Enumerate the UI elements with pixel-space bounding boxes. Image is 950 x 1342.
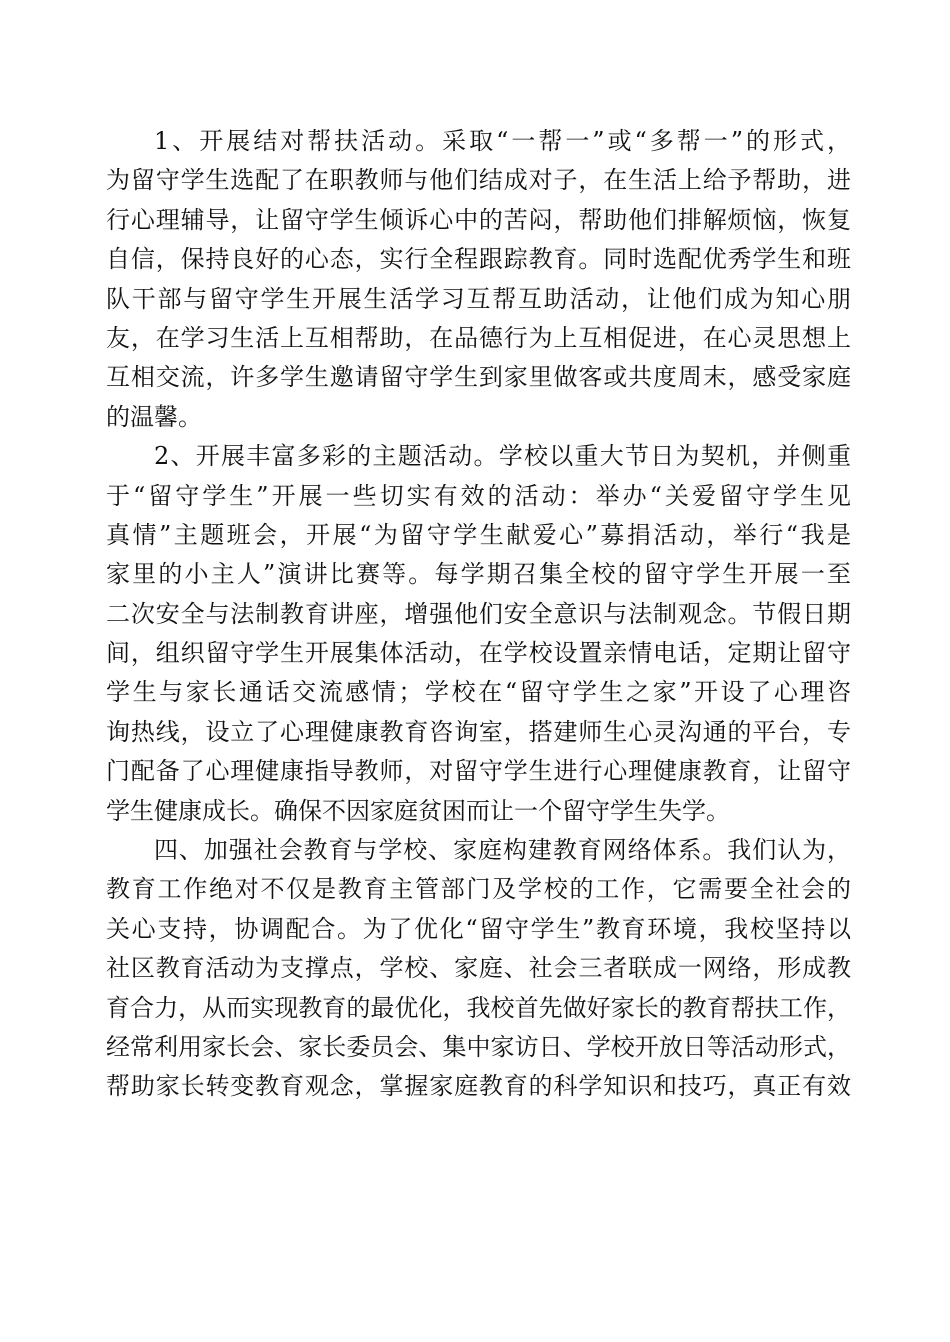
paragraph-2-line-7: 学生与家长通话交流感情；学校在“留守学生之家”开设了心理咨 [106, 678, 851, 707]
paragraph-3-line-4: 社区教育活动为支撑点，学校、家庭、社会三者联成一网络，形成教 [106, 954, 851, 983]
paragraph-1-line-6: 友，在学习生活上互相帮助，在品德行为上互相促进，在心灵思想上 [106, 323, 851, 352]
paragraph-1-line-5: 队干部与留守学生开展生活学习互帮互助活动，让他们成为知心朋 [106, 284, 851, 313]
paragraph-3-line-6: 经常利用家长会、家长委员会、集中家访日、学校开放日等活动形式， [106, 1032, 851, 1061]
paragraph-2-line-3: 真情”主题班会，开展“为留守学生献爱心”募捐活动，举行“我是 [106, 520, 851, 549]
paragraph-3-line-3: 关心支持，协调配合。为了优化“留守学生”教育环境，我校坚持以 [106, 914, 851, 943]
paragraph-1-line-4: 自信，保持良好的心态，实行全程跟踪教育。同时选配优秀学生和班 [106, 245, 851, 274]
paragraph-3-line-7: 帮助家长转变教育观念，掌握家庭教育的科学知识和技巧，真正有效 [106, 1072, 851, 1101]
paragraph-2-line-6: 间，组织留守学生开展集体活动，在学校设置亲情电话，定期让留守 [106, 639, 851, 668]
paragraph-1-line-8: 的温馨。 [106, 402, 202, 431]
paragraph-2-line-8: 询热线，设立了心理健康教育咨询室，搭建师生心灵沟通的平台，专 [106, 717, 851, 746]
paragraph-1-line-1: 1、开展结对帮扶活动。采取“一帮一”或“多帮一”的形式， [154, 127, 851, 155]
document-page [106, 122, 851, 1107]
paragraph-2-line-1: 2、开展丰富多彩的主题活动。学校以重大节日为契机，并侧重 [154, 442, 851, 471]
paragraph-2-line-4: 家里的小主人”演讲比赛等。每学期召集全校的留守学生开展一至 [106, 560, 851, 589]
paragraph-2-line-9: 门配备了心理健康指导教师，对留守学生进行心理健康教育，让留守 [106, 757, 851, 786]
paragraph-2-line-10: 学生健康成长。确保不因家庭贫困而让一个留守学生失学。 [106, 796, 730, 825]
paragraph-1-line-3: 行心理辅导，让留守学生倾诉心中的苦闷，帮助他们排解烦恼，恢复 [106, 205, 851, 234]
paragraph-2-line-2: 于“留守学生”开展一些切实有效的活动：举办“关爱留守学生见 [106, 481, 851, 510]
paragraph-3-line-5: 育合力，从而实现教育的最优化，我校首先做好家长的教育帮扶工作， [106, 993, 851, 1022]
paragraph-1-line-7: 互相交流，许多学生邀请留守学生到家里做客或共度周末，感受家庭 [106, 363, 851, 392]
paragraph-1-line-2: 为留守学生选配了在职教师与他们结成对子，在生活上给予帮助，进 [106, 166, 851, 195]
paragraph-3-line-2: 教育工作绝对不仅是教育主管部门及学校的工作，它需要全社会的 [106, 875, 851, 904]
paragraph-2-line-5: 二次安全与法制教育讲座，增强他们安全意识与法制观念。节假日期 [106, 599, 851, 628]
paragraph-3-line-1: 四、加强社会教育与学校、家庭构建教育网络体系。我们认为， [154, 836, 851, 865]
